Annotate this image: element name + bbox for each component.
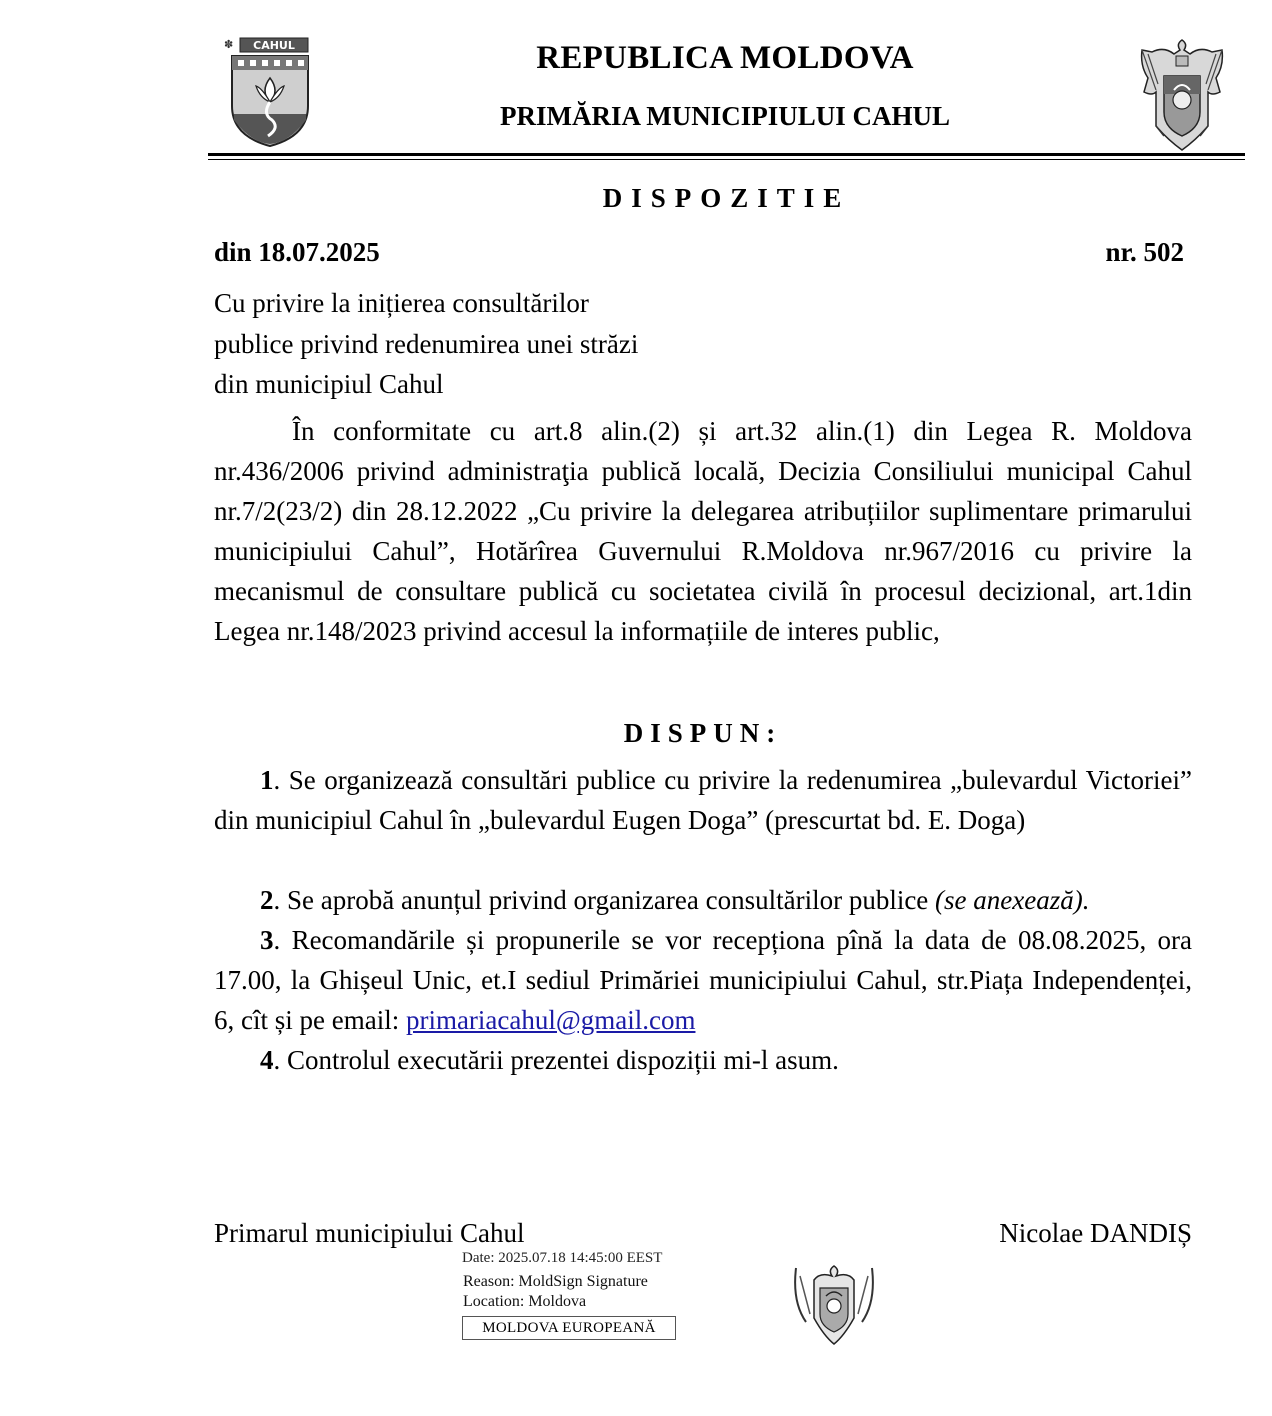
email-link[interactable]: primariacahul@gmail.com <box>405 1005 696 1035</box>
item-2 <box>214 880 1192 920</box>
document-subject <box>214 283 734 405</box>
cahul-logo-text: CAHUL <box>253 39 295 52</box>
subject-line: Cu privire la inițierea consultărilor <box>214 288 589 318</box>
item-number: 1 <box>260 765 274 795</box>
dispun-heading: DISPUN: <box>623 718 783 748</box>
item-number: 2 <box>260 885 274 915</box>
svg-text:✽: ✽ <box>224 38 234 51</box>
item-3 <box>214 920 1192 1040</box>
legal-basis-paragraph: În conformitate cu art.8 alin.(2) și art.32 alin.(1) din Legea R. Moldova nr.436/2006 privind administraţia publică locală, Decizia Consiliului municipal Cahul nr.7/2(23/2) din 28.12.2022 „Cu privire la delegarea atribuțiilor suplimentare primarului municipiului Cahul”, Hotărîrea Guvernului R.Moldova nr.967/2016 cu privire la mecanismul de consultare publică cu societatea civilă în procesul decizional, art.1din Legea nr.148/2023 privind accesul la informațiile de interes public, <box>214 416 1192 646</box>
cahul-coat-of-arms-icon <box>220 36 312 148</box>
item-text: . Recomandările și propunerile se vor recepționa pînă la data de 08.08.2025, ora 17.00, la Ghișeul Unic, et.I sediul Primăriei municipiului Cahul, str.Piața Independenței, 6, cît și pe email: <box>214 925 1192 1035</box>
moldova-coat-of-arms-icon <box>1134 36 1230 152</box>
signatory-name: Nicolae DANDIȘ <box>999 1218 1192 1248</box>
subject-line: din municipiul Cahul <box>214 369 444 399</box>
item-number: 4 <box>260 1045 274 1075</box>
digital-signature-location: Location: Moldova <box>463 1293 587 1310</box>
digital-signature-reason: Reason: MoldSign Signature <box>463 1273 648 1290</box>
digital-signature-date <box>462 1250 692 1269</box>
item-number: 3 <box>260 925 274 955</box>
moldova-coat-of-arms-icon <box>784 1262 884 1346</box>
item-4 <box>214 1040 1192 1080</box>
item-text: . Controlul executării prezentei dispoziții mi-l asum. <box>273 1045 839 1075</box>
header-rule-thick <box>208 153 1245 156</box>
document-date: din 18.07.2025 <box>214 237 380 267</box>
subject-line: publice privind redenumirea unei străzi <box>214 328 639 359</box>
item-text: . Se aprobă anunțul privind organizarea consultărilor publice <box>273 885 936 915</box>
institution-heading: PRIMĂRIA MUNICIPIULUI CAHUL <box>499 101 950 131</box>
item-1 <box>214 760 1192 840</box>
header-rule-thin <box>208 159 1245 160</box>
document-number: nr. 502 <box>1105 237 1184 267</box>
signatory-role: Primarul municipiului Cahul <box>214 1218 525 1248</box>
digital-signature-date-text: Date: 2025.07.18 14:45:00 EEST <box>462 1250 663 1266</box>
item-text: . Se organizează consultări publice cu privire la redenumirea „bulevardul Victoriei” din municipiul Cahul în „bulevardul Eugen Doga” (prescurtat bd. E. Doga) <box>214 765 1192 835</box>
item-note: (se anexează). <box>935 885 1090 915</box>
country-heading: REPUBLICA MOLDOVA <box>536 40 914 76</box>
document-title: DISPOZITIE <box>602 183 851 213</box>
digital-signature-stamp: MOLDOVA EUROPEANĂ <box>462 1316 676 1340</box>
